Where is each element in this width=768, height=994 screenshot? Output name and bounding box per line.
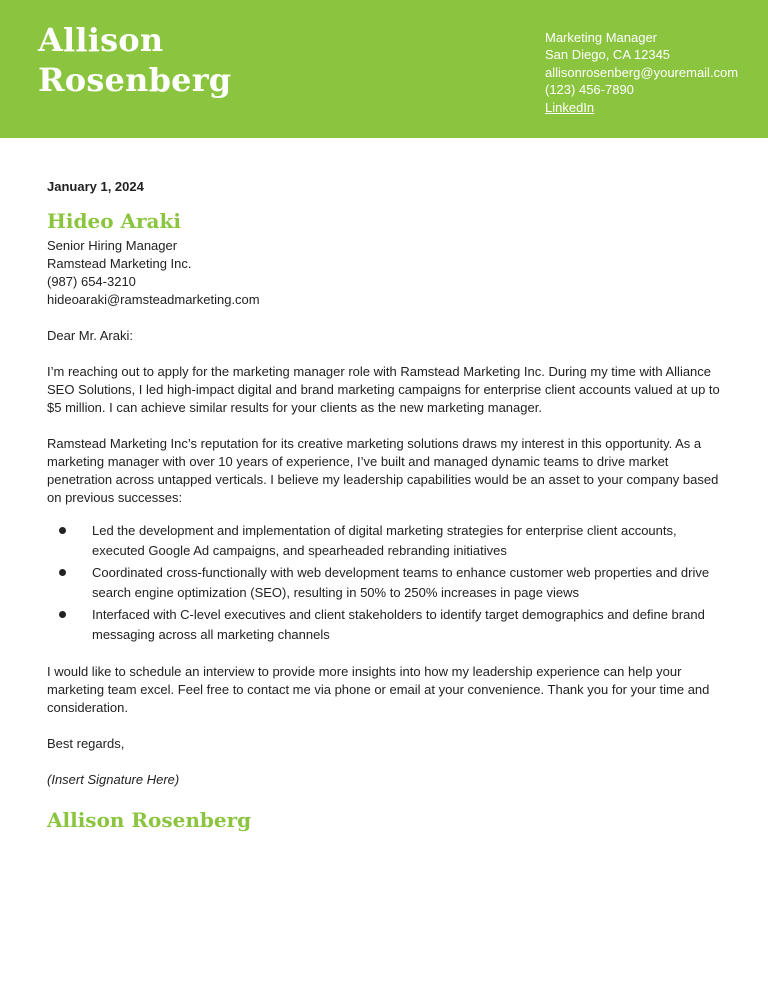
contact-block xyxy=(545,29,738,116)
contact-title: Marketing Manager xyxy=(545,30,657,45)
signature-placeholder: (Insert Signature Here) xyxy=(47,772,180,787)
recipient-phone: (987) 654-3210 xyxy=(47,274,136,289)
paragraph-intro: I’m reaching out to apply for the marketing manager role with Ramstead Marketing Inc. During my time with Alliance SEO Solutions, I led high-impact digital and brand marketing campaigns for enterprise client accounts valued at up to $5 million. I can achieve similar results for your clients as the new marketing manager. xyxy=(47,364,720,415)
closing-phrase: Best regards, xyxy=(47,736,125,751)
achievements-list xyxy=(47,521,727,645)
recipient-email: hideoaraki@ramsteadmarketing.com xyxy=(47,292,260,307)
contact-email: allisonrosenberg@youremail.com xyxy=(545,64,739,80)
contact-location: San Diego, CA 12345 xyxy=(545,47,671,63)
applicant-name xyxy=(38,20,231,100)
list-item xyxy=(47,521,727,561)
bullet-icon xyxy=(59,569,66,576)
list-item xyxy=(47,563,727,603)
salutation: Dear Mr. Araki: xyxy=(47,328,133,343)
letter-date: January 1, 2024 xyxy=(47,179,144,194)
list-item-text: Coordinated cross-functionally with web development teams to enhance customer web properties and drive search engine optimization (SEO), resulting in 50% to 250% increases in page views xyxy=(92,565,710,600)
list-item xyxy=(47,605,727,645)
linkedin-link[interactable]: LinkedIn xyxy=(545,99,595,115)
contact-phone: (123) 456-7890 xyxy=(545,82,634,98)
paragraph-closing: I would like to schedule an interview to provide more insights into how my leadership experience can help your marketing team excel. Feel free to contact me via phone or email at your convenience. Thank you for your time and consideration. xyxy=(47,664,710,715)
list-item-text: Interfaced with C-level executives and client stakeholders to identify target demographics and define brand messaging across all marketing channels xyxy=(92,607,705,642)
bullet-icon xyxy=(59,611,66,618)
list-item-text: Led the development and implementation of digital marketing strategies for enterprise client accounts, executed Google Ad campaigns, and spearheaded rebranding initiatives xyxy=(92,523,677,558)
header-banner xyxy=(0,0,768,138)
applicant-first-name: Allison xyxy=(38,21,164,59)
recipient-title: Senior Hiring Manager xyxy=(47,238,178,253)
applicant-last-name: Rosenberg xyxy=(38,61,232,99)
signature-name: Allison Rosenberg xyxy=(47,808,252,832)
recipient-name: Hideo Araki xyxy=(47,209,181,233)
bullet-icon xyxy=(59,527,66,534)
recipient-company: Ramstead Marketing Inc. xyxy=(47,256,192,271)
paragraph-interest: Ramstead Marketing Inc’s reputation for its creative marketing solutions draws my interest in this opportunity. As a marketing manager with over 10 years of experience, I’ve built and managed dynamic teams to drive market penetration across untapped verticals. I believe my leadership capabilities would be an asset to your company based on previous successes: xyxy=(47,436,719,505)
letter-body xyxy=(47,178,727,833)
